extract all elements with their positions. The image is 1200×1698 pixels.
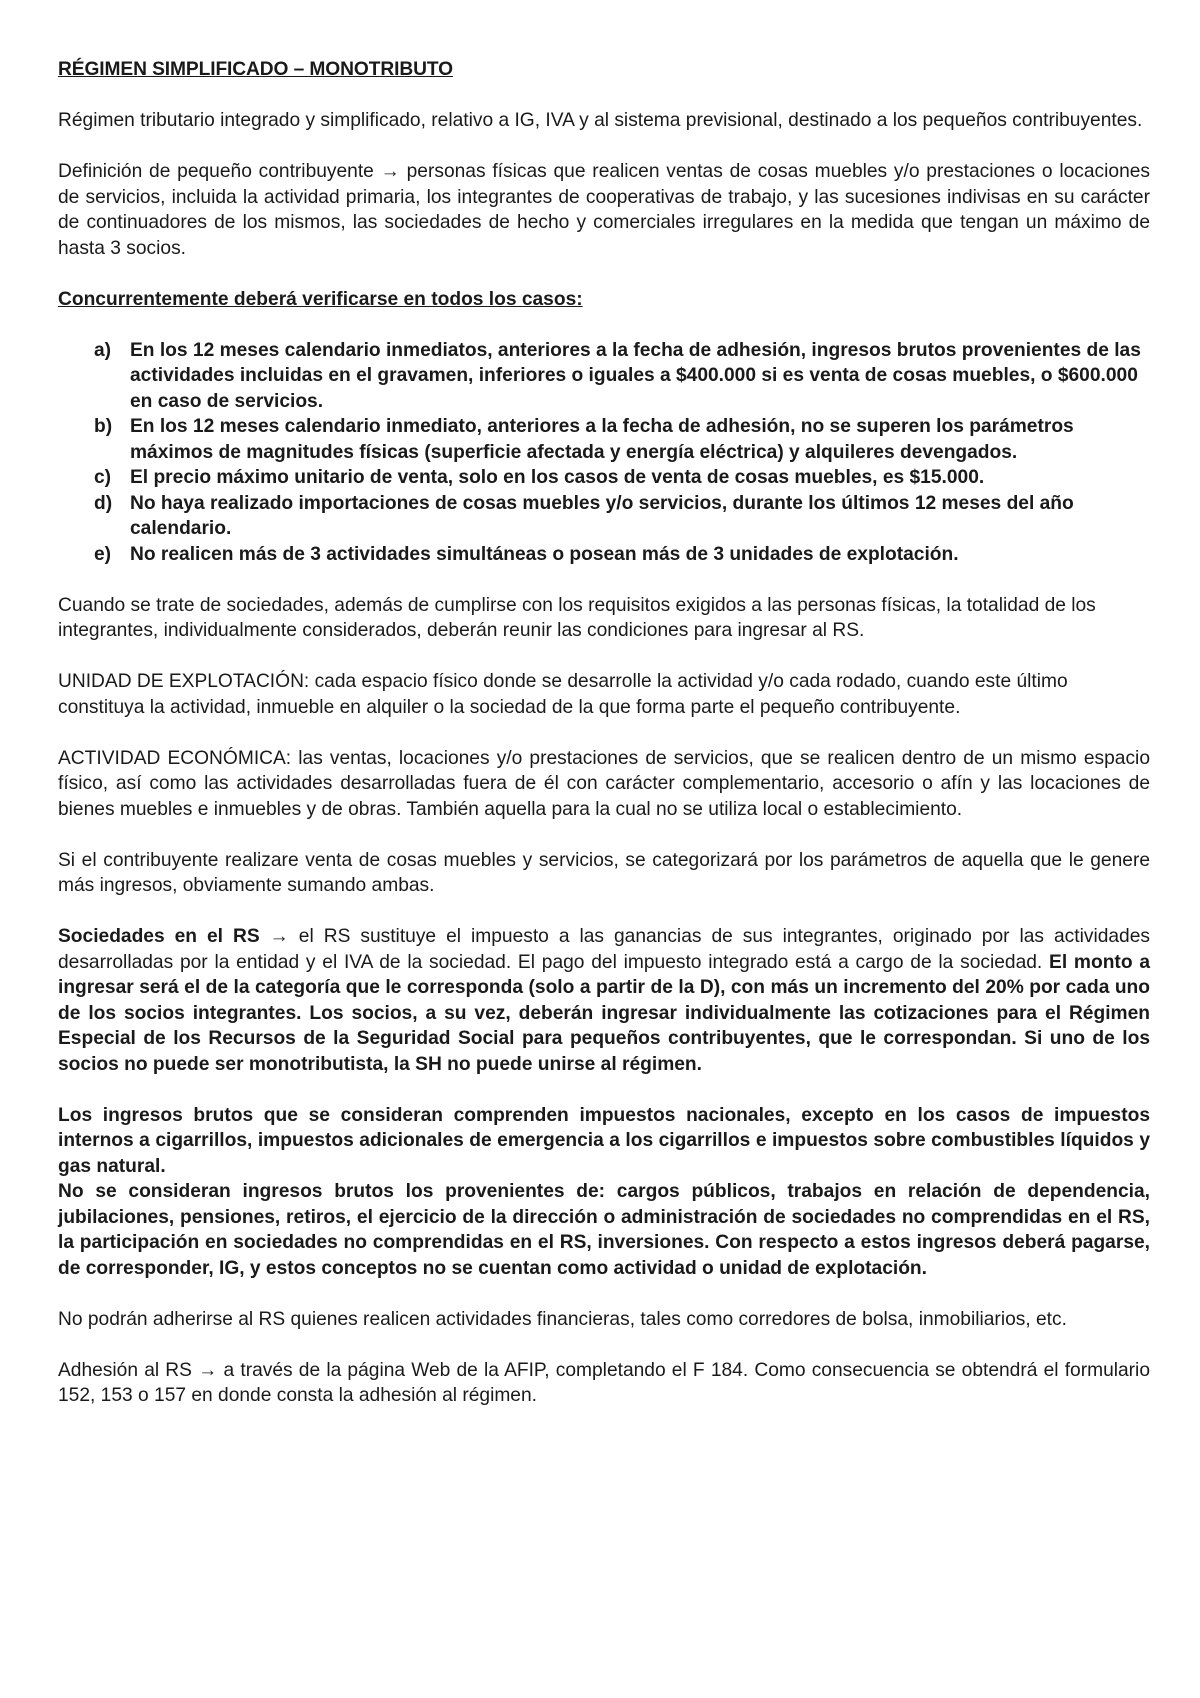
condition-text: En los 12 meses calendario inmediato, anteriores a la fecha de adhesión, no se superen los parámetros máximos de magnitudes físicas (superficie afectada y energía eléctrica) y alquileres devengados. [130,416,1074,463]
condition-item-c [58,465,1150,491]
arrow-icon: → [198,1359,218,1381]
condition-text: En los 12 meses calendario inmediatos, anteriores a la fecha de adhesión, ingresos brutos provenientes de las actividades incluidas en el gravamen, inferiores o iguales a $400.000 si es venta de cosas muebles, o $600.000 en caso de servicios. [130,339,1141,412]
condition-text: No haya realizado importaciones de cosas muebles y/o servicios, durante los últimos 12 meses del año calendario. [130,492,1074,539]
no-adhesion-paragraph: No podrán adherirse al RS quienes realicen actividades financieras, tales como corredores de bolsa, inmobiliarios, etc. [58,1308,1067,1330]
document-title: RÉGIMEN SIMPLIFICADO – MONOTRIBUTO [58,59,453,80]
condition-text: No realicen más de 3 actividades simultáneas o posean más de 3 unidades de explotación. [130,543,959,565]
condition-text: El precio máximo unitario de venta, solo en los casos de venta de cosas muebles, es $15.000. [130,467,985,488]
adhesion-text: a través de la página Web de la AFIP, completando el F 184. Como consecuencia se obtendrá el formulario 152, 153 o 157 en donde consta la adhesión al régimen. [58,1359,1150,1406]
sociedades-rs-text: el RS sustituye el impuesto a las ganancias de sus integrantes, originado por las actividades desarrolladas por la entidad y el IVA de la sociedad. El pago del impuesto integrado está a cargo de la sociedad. [58,926,1150,973]
adhesion-paragraph [58,1358,1150,1409]
societies-paragraph: Cuando se trate de sociedades, además de cumplirse con los requisitos exigidos a las personas físicas, la totalidad de los integrantes, individualmente considerados, deberán reunir las condiciones para ingresar al RS. [58,594,1096,641]
document-page [58,57,1150,1434]
ingresos-incluidos-paragraph: Los ingresos brutos que se consideran comprenden impuestos nacionales, excepto en los casos de impuestos internos a cigarrillos, impuestos adicionales de emergencia a los cigarrillos e impuestos sobre combustibles líquidos y gas natural. [58,1104,1150,1177]
condition-item-a [58,338,1150,415]
condition-marker: d) [94,492,113,514]
conditions-heading: Concurrentemente deberá verificarse en todos los casos: [58,288,583,310]
condition-marker: e) [94,543,112,565]
unidad-explotacion-paragraph: UNIDAD DE EXPLOTACIÓN: cada espacio físico donde se desarrolle la actividad y/o cada rodado, cuando este último constituya la actividad, inmueble en alquiler o la sociedad de la que forma parte el pequeño contribuyente. [58,671,1068,718]
conditions-list [58,338,1150,568]
sociedades-rs-lead: Sociedades en el RS [58,926,260,947]
mixed-activity-paragraph: Si el contribuyente realizare venta de cosas muebles y servicios, se categorizará por los parámetros de aquella que le genere más ingresos, obviamente sumando ambas. [58,849,1150,896]
definition-lead: Definición de pequeño contribuyente [58,161,374,182]
condition-item-d [58,491,1150,542]
definition-text: personas físicas que realicen ventas de cosas muebles y/o prestaciones o locaciones de servicios, incluida la actividad primaria, los integrantes de cooperativas de trabajo, y las sucesiones indivisas en su carácter de continuadores de los mismos, las sociedades de hecho y comerciales irregulares en la medida que tengan un máximo de hasta 3 socios. [58,161,1151,259]
condition-marker: b) [94,416,113,437]
sociedades-rs-paragraph [58,924,1150,1077]
arrow-icon: → [380,161,400,182]
actividad-economica-paragraph: ACTIVIDAD ECONÓMICA: las ventas, locaciones y/o prestaciones de servicios, que se realicen dentro de un mismo espacio físico, así como las actividades desarrolladas fuera de él con carácter complementario, accesorio o afín y las locaciones de bienes muebles e inmuebles y de obras. También aquella para la cual no se utiliza local o establecimiento. [58,747,1150,820]
condition-marker: c) [94,467,112,488]
condition-item-e [58,542,1150,568]
intro-paragraph: Régimen tributario integrado y simplificado, relativo a IG, IVA y al sistema previsional, destinado a los pequeños contribuyentes. [58,110,1143,131]
definition-paragraph [58,159,1150,261]
condition-marker: a) [94,339,112,361]
arrow-icon: → [269,926,289,947]
adhesion-lead: Adhesión al RS [58,1359,192,1381]
sociedades-rs-bold-text: El monto a ingresar será el de la categoría que le corresponda (solo a partir de la D), con más un incremento del 20% por cada uno de los socios integrantes. Los socios, a su vez, deberán ingresar individualmente las cotizaciones para el Régimen Especial de los Recursos de la Seguridad Social para pequeños contribuyentes, que le correspondan. Si uno de los socios no puede ser monotributista, la SH no puede unirse al régimen. [58,951,1150,1075]
ingresos-excluidos-paragraph: No se consideran ingresos brutos los provenientes de: cargos públicos, trabajos en relación de dependencia, jubilaciones, pensiones, retiros, el ejercicio de la dirección o administración de sociedades no comprendidas en el RS, la participación en sociedades no comprendidas en el RS, inversiones. Con respecto a estos ingresos deberá pagarse, de corresponder, IG, y estos conceptos no se cuentan como actividad o unidad de explotación. [58,1181,1150,1279]
condition-item-b [58,414,1150,465]
